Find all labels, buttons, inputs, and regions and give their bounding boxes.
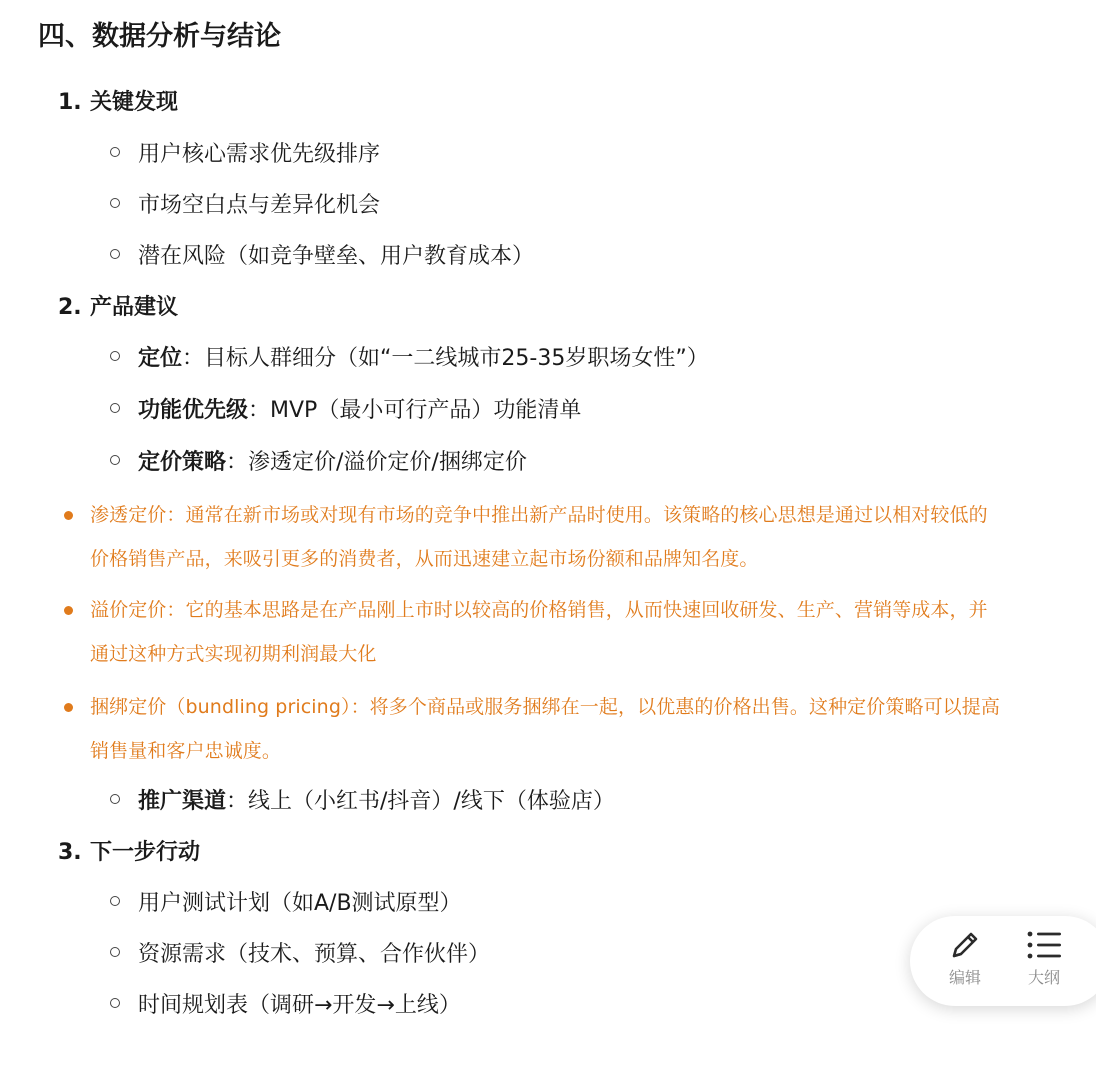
outline-label: 大纲 [1027,968,1060,987]
floating-toolbar [910,916,1096,1006]
hollow-bullet-icon [110,794,120,804]
list-item: 用户测试计划（如A/B测试原型） [110,887,462,921]
list-item: 用户核心需求优先级排序 [110,138,380,172]
orange-bullet-icon [64,703,73,712]
section-number: 1. [58,90,82,115]
list-item: 时间规划表（调研→开发→上线） [110,989,461,1023]
list-item: 资源需求（技术、预算、合作伙伴） [110,938,490,972]
hollow-bullet-icon [110,198,120,208]
page-heading: 四、数据分析与结论 [38,21,281,52]
section-title-product-suggestions [58,291,178,325]
orange-bullet-icon [64,511,73,520]
hollow-bullet-icon [110,147,120,157]
list-icon [1025,928,1063,962]
list-item: 功能优先级：MVP（最小可行产品）功能清单 [110,394,581,428]
list-item: 定价策略：渗透定价/溢价定价/捆绑定价 [110,446,527,480]
edit-label: 编辑 [948,968,981,987]
list-item: 定位：目标人群细分（如“一二线城市25-35岁职场女性”） [110,342,709,376]
edit-button[interactable] [935,928,995,988]
hollow-bullet-icon [110,351,120,361]
section-number: 3. [58,840,82,865]
outline-button[interactable] [1014,928,1074,988]
hollow-bullet-icon [110,947,120,957]
hollow-bullet-icon [110,403,120,413]
orange-bullet-icon [64,606,73,615]
hollow-bullet-icon [110,896,120,906]
list-item: 潜在风险（如竞争壁垒、用户教育成本） [110,240,534,274]
section-title: 产品建议 [90,295,179,320]
hollow-bullet-icon [110,249,120,259]
section-number: 2. [58,295,82,320]
hollow-bullet-icon [110,455,120,465]
list-item: 推广渠道：线上（小红书/抖音）/线下（体验店） [110,785,615,819]
pricing-note-bundling: 捆绑定价（bundling pricing）：将多个商品或服务捆绑在一起，以优惠的价格出售。这种定价策略可以提高 销售量和客户忠诚度。 [62,685,1062,773]
section-title: 下一步行动 [90,840,201,865]
section-title-key-findings [58,86,178,120]
section-title: 关键发现 [90,90,179,115]
pricing-note-penetration: 渗透定价：通常在新市场或对现有市场的竞争中推出新产品时使用。该策略的核心思想是通过以相对较低的 价格销售产品，来吸引更多的消费者，从而迅速建立起市场份额和品牌知名度。 [62,493,1062,581]
hollow-bullet-icon [110,998,120,1008]
list-item: 市场空白点与差异化机会 [110,189,380,223]
pricing-note-premium: 溢价定价：它的基本思路是在产品刚上市时以较高的价格销售，从而快速回收研发、生产、营销等成本，并 通过这种方式实现初期利润最大化 [62,588,1062,676]
section-title-next-steps [58,836,200,870]
pencil-icon [948,928,982,962]
